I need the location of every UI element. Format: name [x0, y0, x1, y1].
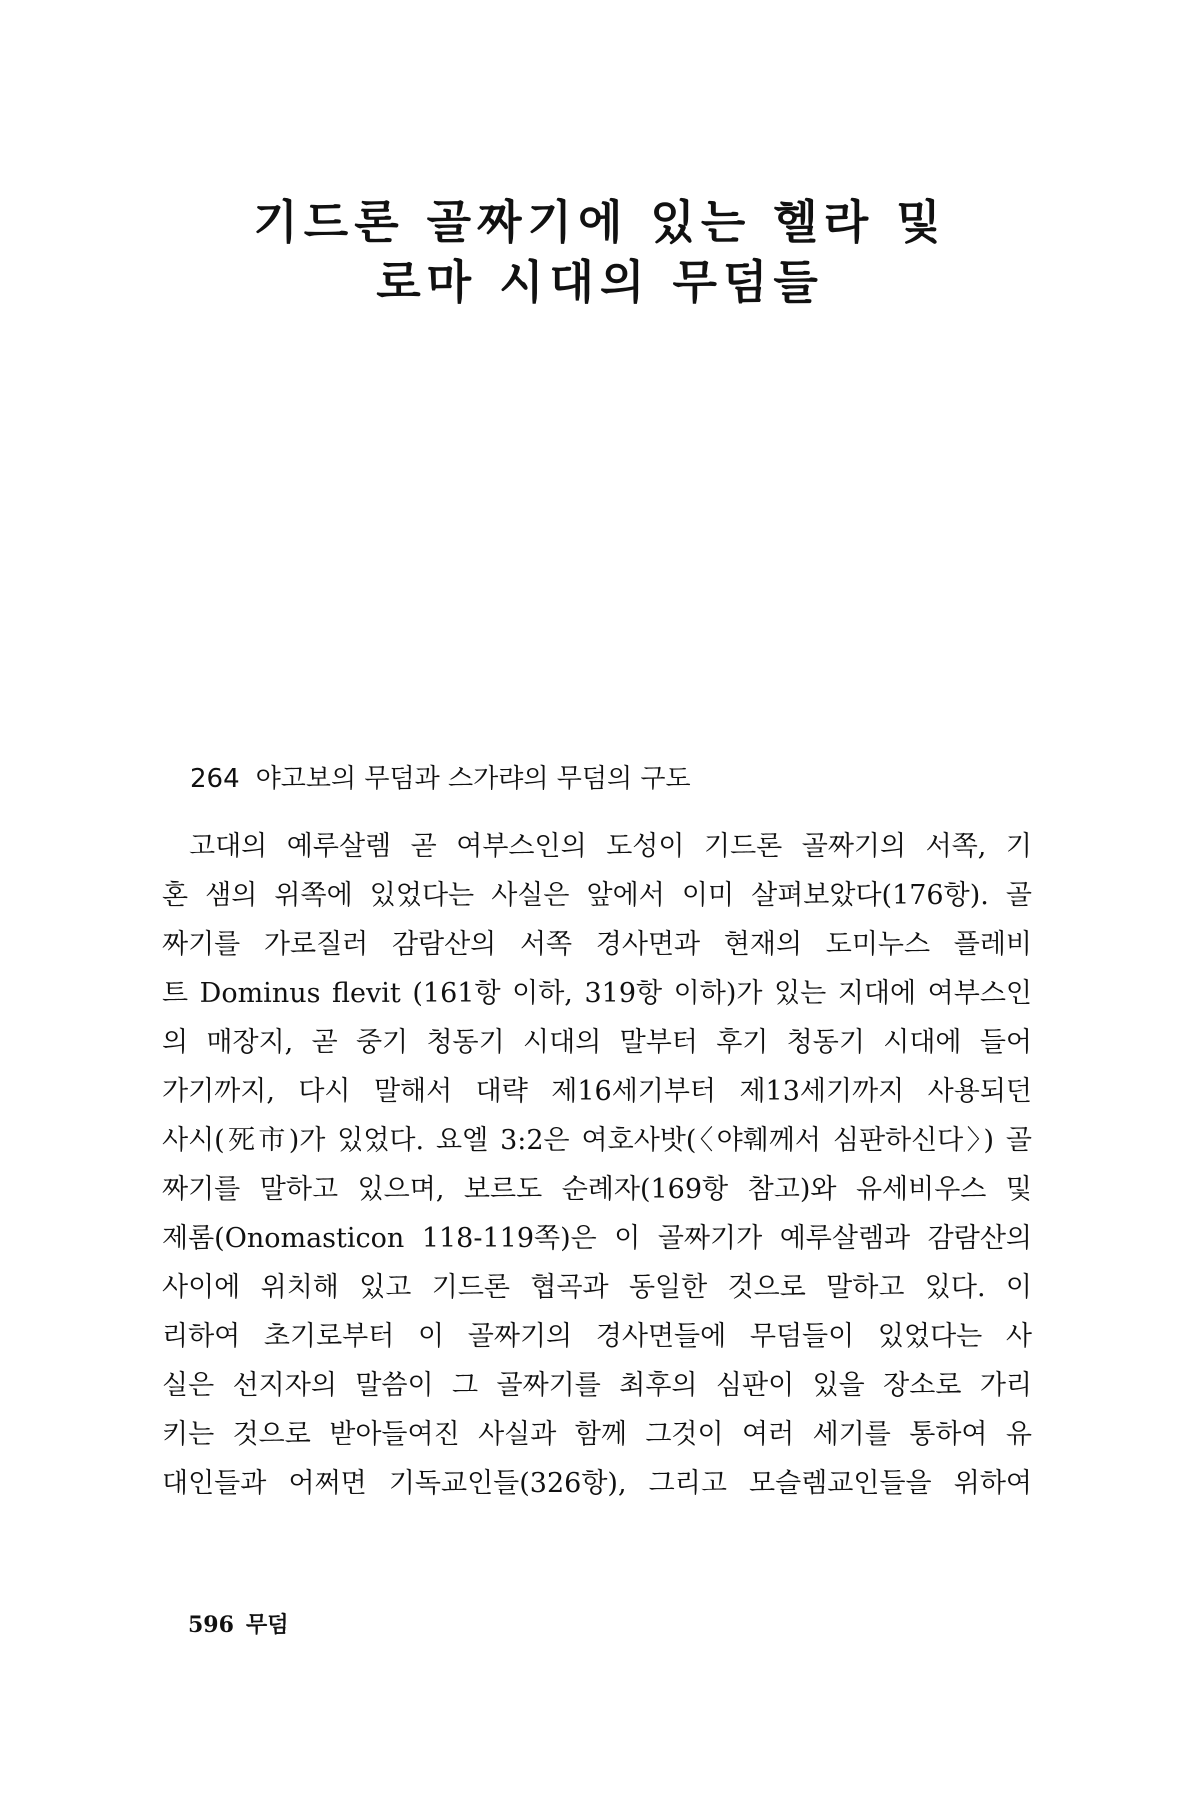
body-paragraph	[162, 822, 1032, 1508]
page-title-line-2: 로마 시대의 무덤들	[376, 255, 824, 309]
text-line: 대인들과 어쩌면 기독교인들(326항), 그리고 모슬렘교인들을 위하여	[162, 1468, 1032, 1499]
text-line: 사시(死市)가 있었다. 요엘 3:2은 여호사밧(〈야훼께서 심판하신다〉) 골	[162, 1125, 1032, 1156]
section-heading	[190, 762, 691, 796]
text-line: 사이에 위치해 있고 기드론 협곡과 동일한 것으로 말하고 있다. 이	[162, 1272, 1032, 1303]
text-line: 혼 샘의 위쪽에 있었다는 사실은 앞에서 이미 살펴보았다(176항). 골	[162, 880, 1032, 911]
text-line: 트 Dominus flevit (161항 이하, 319항 이하)가 있는 지대에 여부스인	[162, 978, 1032, 1009]
section-heading-text: 야고보의 무덤과 스가랴의 무덤의 구도	[255, 764, 691, 794]
running-footer-title: 무덤	[245, 1612, 289, 1638]
text-line: 리하여 초기로부터 이 골짜기의 경사면들에 무덤들이 있었다는 사	[162, 1321, 1032, 1352]
page-number: 596	[188, 1612, 234, 1638]
text-line: 짜기를 말하고 있으며, 보르도 순례자(169항 참고)와 유세비우스 및	[162, 1174, 1032, 1205]
page-title-line-1: 기드론 골짜기에 있는 헬라 및	[253, 195, 947, 249]
text-line: 제롬(Onomasticon 118-119쪽)은 이 골짜기가 예루살렘과 감람산의	[162, 1223, 1032, 1254]
text-line: 짜기를 가로질러 감람산의 서쪽 경사면과 현재의 도미누스 플레비	[162, 929, 1032, 960]
text-line: 실은 선지자의 말씀이 그 골짜기를 최후의 심판이 있을 장소로 가리	[162, 1370, 1032, 1401]
section-number: 264	[190, 764, 240, 794]
text-line: 고대의 예루살렘 곧 여부스인의 도성이 기드론 골짜기의 서쪽, 기	[189, 831, 1032, 862]
text-line: 의 매장지, 곧 중기 청동기 시대의 말부터 후기 청동기 시대에 들어	[162, 1027, 1032, 1058]
page-title	[0, 192, 1200, 312]
text-line: 키는 것으로 받아들여진 사실과 함께 그것이 여러 세기를 통하여 유	[162, 1419, 1032, 1450]
page-footer	[188, 1610, 288, 1640]
text-line: 가기까지, 다시 말해서 대략 제16세기부터 제13세기까지 사용되던	[162, 1076, 1032, 1107]
